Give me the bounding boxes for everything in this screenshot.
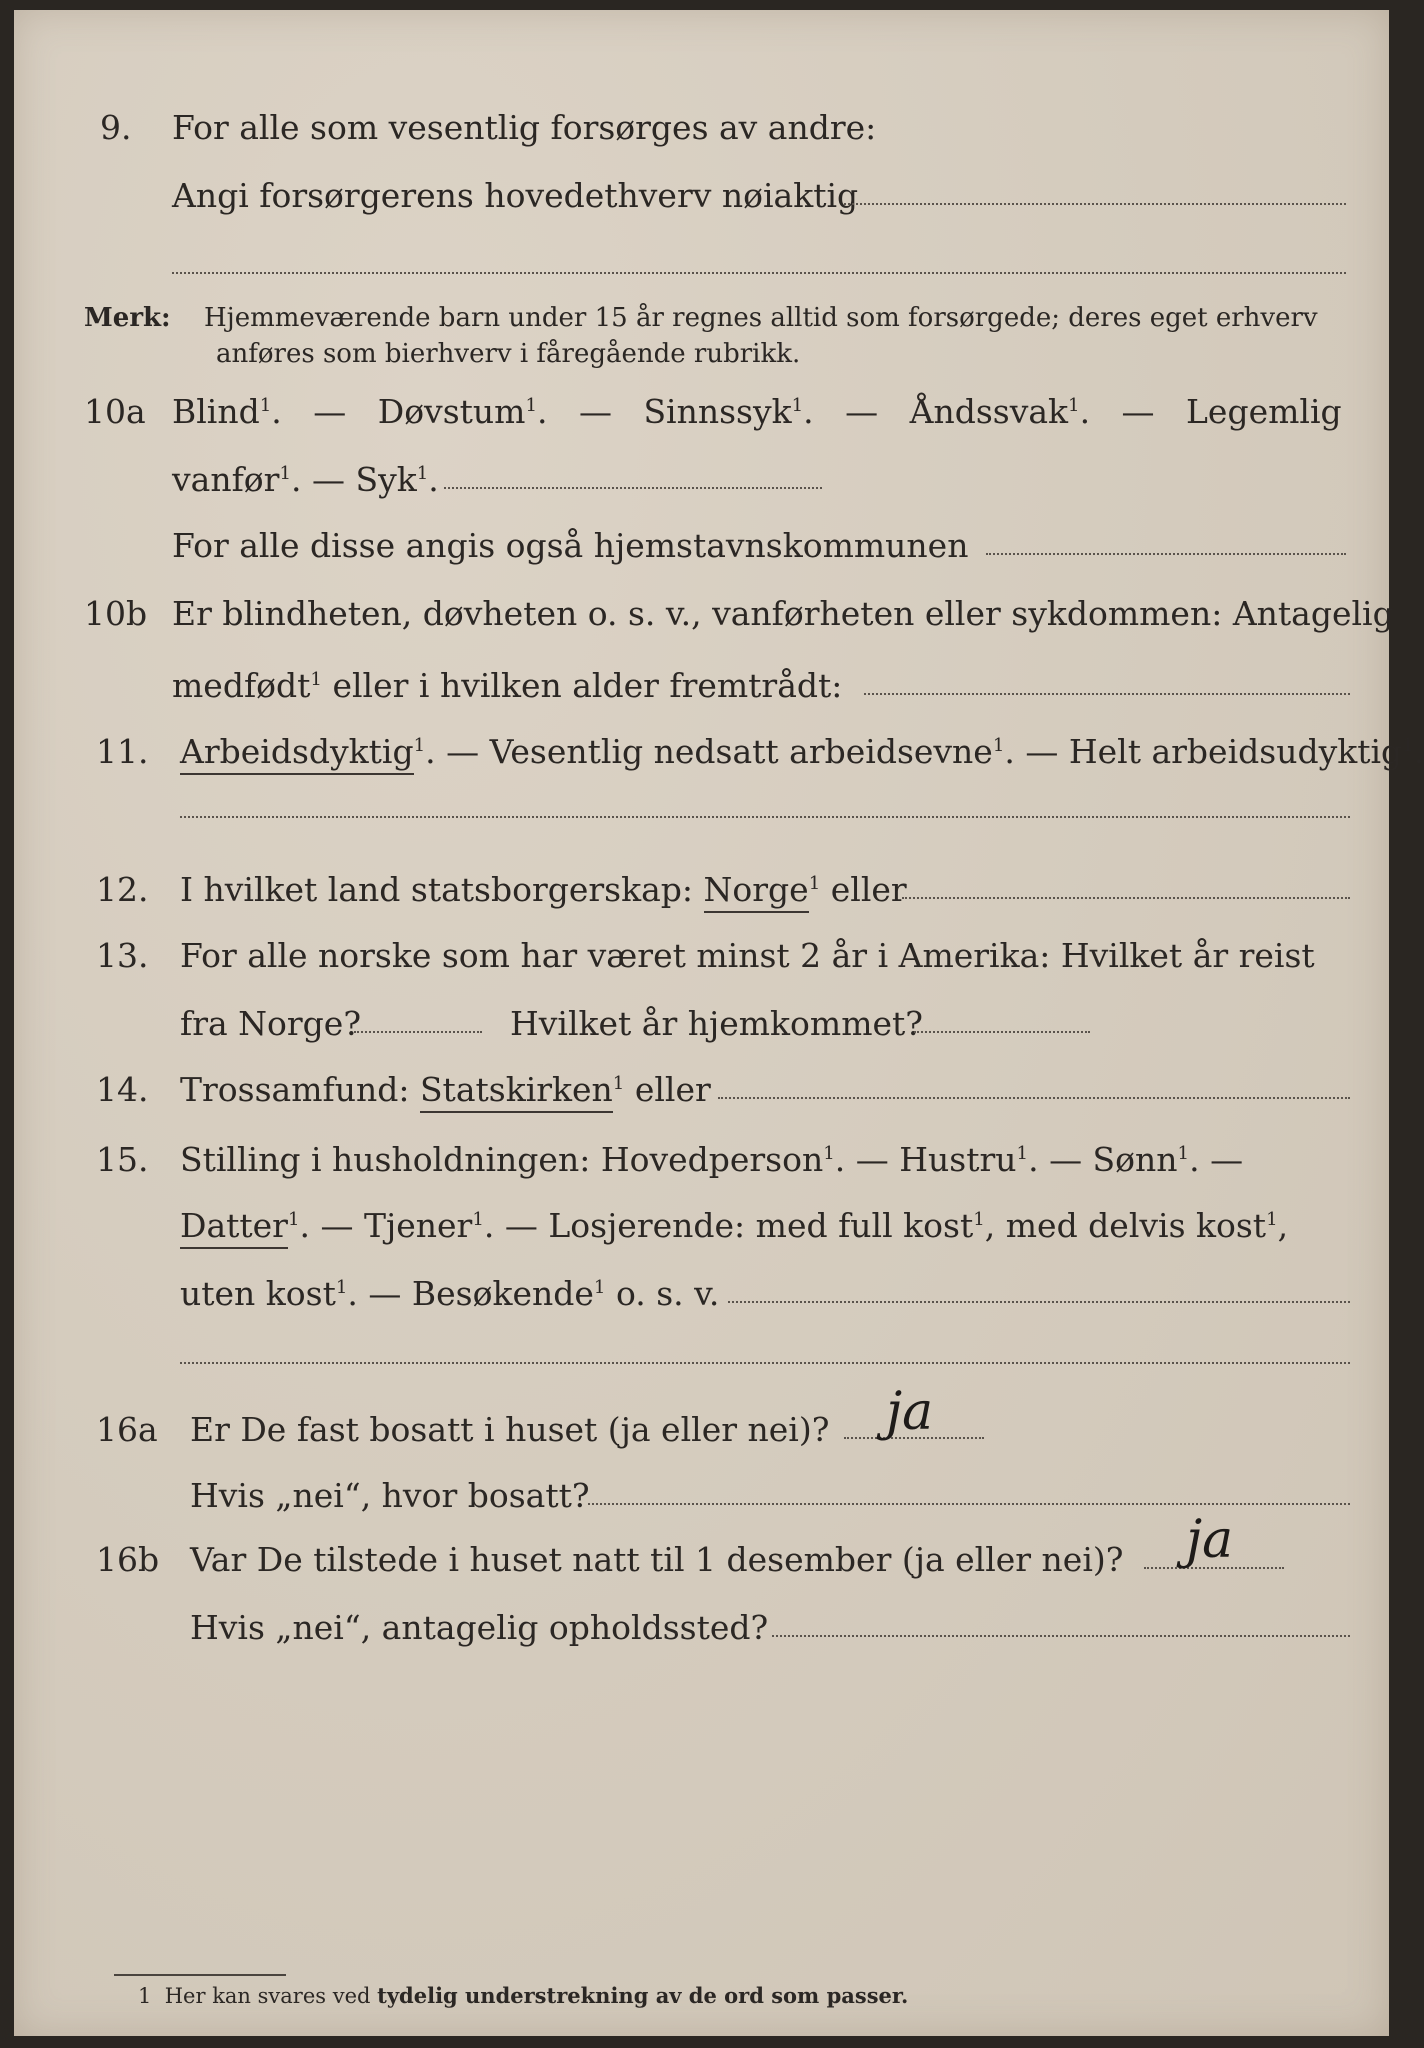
q16a-line1: Er De fast bosatt i huset (ja eller nei)? bbox=[190, 1410, 830, 1449]
option-uten-kost[interactable]: uten kost bbox=[180, 1274, 336, 1313]
option-statskirken[interactable]: Statskirken bbox=[420, 1070, 613, 1113]
option-syk[interactable]: Syk bbox=[355, 460, 417, 499]
option-besokende[interactable]: — Besøkende bbox=[368, 1274, 594, 1313]
q14-number: 14. bbox=[96, 1070, 149, 1109]
q10a-line2: vanfør$^1$. — Syk$^1$. bbox=[172, 460, 439, 499]
q10a-answer-line[interactable] bbox=[444, 487, 822, 489]
option-full-kost[interactable]: — Losjerende: med full kost bbox=[504, 1206, 974, 1245]
option-andssvak[interactable]: Åndssvak bbox=[909, 392, 1069, 431]
q12-answer-line[interactable] bbox=[902, 897, 1350, 899]
option-helt-udyktig[interactable]: — Helt arbeidsudyktig bbox=[1025, 732, 1403, 771]
q12-number: 12. bbox=[96, 870, 149, 909]
option-vanfor[interactable]: vanfør bbox=[172, 460, 280, 499]
q13-reist-line[interactable] bbox=[354, 1031, 482, 1033]
q15-dash: — bbox=[1210, 1140, 1244, 1179]
q12-text: I hvilket land statsborgerskap: bbox=[180, 870, 694, 909]
option-sonn[interactable]: — Sønn bbox=[1049, 1140, 1178, 1179]
q9-line2: Angi forsørgerens hovedethverv nøiaktig bbox=[172, 176, 859, 215]
q10a-line3: For alle disse angis også hjemstavnskommunen bbox=[172, 526, 969, 565]
option-hustru[interactable]: — Hustru bbox=[855, 1140, 1017, 1179]
option-hovedperson[interactable]: Stilling i husholdningen: Hovedperson bbox=[180, 1140, 824, 1179]
q10a-number: 10a bbox=[84, 392, 146, 431]
merk-line1: Hjemmeværende barn under 15 år regnes alltid som forsørgede; deres eget erhverv bbox=[204, 303, 1318, 333]
option-tjener[interactable]: — Tjener bbox=[320, 1206, 473, 1245]
footnote-bold: tydelig understrekning av de ord som passer. bbox=[377, 1983, 909, 2008]
footnote-rule bbox=[114, 1974, 286, 1976]
q16a-number: 16a bbox=[96, 1410, 158, 1449]
option-sinnssyk[interactable]: Sinnssyk bbox=[643, 392, 792, 431]
q10b-line1: Er blindheten, døvheten o. s. v., vanførheten eller sykdommen: Antagelig bbox=[172, 594, 1394, 633]
option-vesentlig-nedsatt[interactable]: — Vesentlig nedsatt arbeidsevne bbox=[446, 732, 993, 771]
q16b-line1: Var De tilstede i huset natt til 1 desember (ja eller nei)? bbox=[190, 1540, 1124, 1579]
q10a-hjemstavn-line[interactable] bbox=[986, 553, 1346, 555]
q16b-number: 16b bbox=[96, 1540, 160, 1579]
q14-eller: eller bbox=[634, 1070, 711, 1109]
q16b-opholdssted-line[interactable] bbox=[772, 1635, 1350, 1637]
q10b-answer-line[interactable] bbox=[864, 693, 1350, 695]
q10b-rest: eller i hvilken alder fremtrådt: bbox=[332, 666, 843, 705]
q16a-handwritten-answer[interactable]: ja bbox=[886, 1382, 934, 1442]
q15-answer-line-2[interactable] bbox=[180, 1362, 1350, 1364]
q9-answer-line[interactable] bbox=[844, 203, 1346, 205]
q12-eller: eller bbox=[830, 870, 907, 909]
merk-line2: anføres som bierhverv i fåregående rubrikk. bbox=[216, 339, 801, 369]
q12-line: I hvilket land statsborgerskap: Norge$^1$ eller bbox=[180, 870, 907, 910]
q14-answer-line[interactable] bbox=[718, 1097, 1350, 1099]
option-dovstum[interactable]: Døvstum bbox=[377, 392, 526, 431]
q15-line3: uten kost$^1$. — Besøkende$^1$ o. s. v. bbox=[180, 1274, 720, 1313]
footnote-mark: 1 bbox=[138, 1984, 152, 2008]
option-blind[interactable]: Blind bbox=[172, 392, 260, 431]
q13-hjem: Hvilket år hjemkommet? bbox=[510, 1004, 923, 1043]
q11-answer-line[interactable] bbox=[180, 816, 1350, 818]
q13-hjem-line[interactable] bbox=[914, 1031, 1090, 1033]
option-arbeidsdyktig[interactable]: Arbeidsdyktig bbox=[180, 732, 414, 775]
q11-line1: Arbeidsdyktig$^1$. — Vesentlig nedsatt arbeidsevne$^1$. — Helt arbeidsudyktig$^1$. bbox=[180, 732, 1424, 772]
q16b-line2: Hvis „nei“, antagelig opholdssted? bbox=[190, 1608, 769, 1647]
footnote-text: Her kan svares ved bbox=[164, 1984, 371, 2008]
merk-label: Merk: bbox=[84, 303, 171, 333]
option-medfodt[interactable]: medfødt bbox=[172, 666, 311, 705]
q13-fra: fra Norge? bbox=[180, 1004, 362, 1043]
q15-number: 15. bbox=[96, 1140, 149, 1179]
option-legemlig[interactable]: Legemlig bbox=[1186, 392, 1342, 431]
footnote bbox=[138, 1982, 908, 2010]
q14-line: Trossamfund: Statskirken$^1$ eller bbox=[180, 1070, 711, 1110]
q11-number: 11. bbox=[96, 732, 149, 771]
option-norge[interactable]: Norge bbox=[704, 870, 809, 913]
q9-number: 9. bbox=[100, 108, 132, 147]
census-form-page bbox=[14, 10, 1424, 2036]
q15-osv: o. s. v. bbox=[615, 1274, 720, 1313]
option-delvis-kost[interactable]: , med delvis kost bbox=[984, 1206, 1267, 1245]
q14-text: Trossamfund: bbox=[180, 1070, 410, 1109]
q16a-bosatt-line[interactable] bbox=[588, 1503, 1350, 1505]
q16b-handwritten-answer[interactable]: ja bbox=[1186, 1510, 1234, 1570]
q13-line1: For alle norske som har været minst 2 år i Amerika: Hvilket år reist bbox=[180, 936, 1315, 975]
q16a-line2: Hvis „nei“, hvor bosatt? bbox=[190, 1476, 590, 1515]
q10b-number: 10b bbox=[84, 594, 148, 633]
q15-line1: Stilling i husholdningen: Hovedperson$^1$. — Hustru$^1$. — Sønn$^1$. — bbox=[180, 1140, 1244, 1179]
q13-number: 13. bbox=[96, 936, 149, 975]
q15-line2: Datter$^1$. — Tjener$^1$. — Losjerende: med full kost$^1$, med delvis kost$^1$, bbox=[180, 1206, 1288, 1246]
q10b-line2: medfødt$^1$ eller i hvilken alder fremtrådt: bbox=[172, 666, 843, 705]
option-datter[interactable]: Datter bbox=[180, 1206, 288, 1249]
q10a-line1: Blind$^1$. — Døvstum$^1$. — Sinnssyk$^1$. — Åndssvak$^1$. — Legemlig bbox=[172, 392, 1342, 431]
q9-answer-line-2[interactable] bbox=[172, 272, 1346, 274]
q9-line1: For alle som vesentlig forsørges av andre: bbox=[172, 108, 877, 147]
q15-answer-line[interactable] bbox=[728, 1301, 1350, 1303]
